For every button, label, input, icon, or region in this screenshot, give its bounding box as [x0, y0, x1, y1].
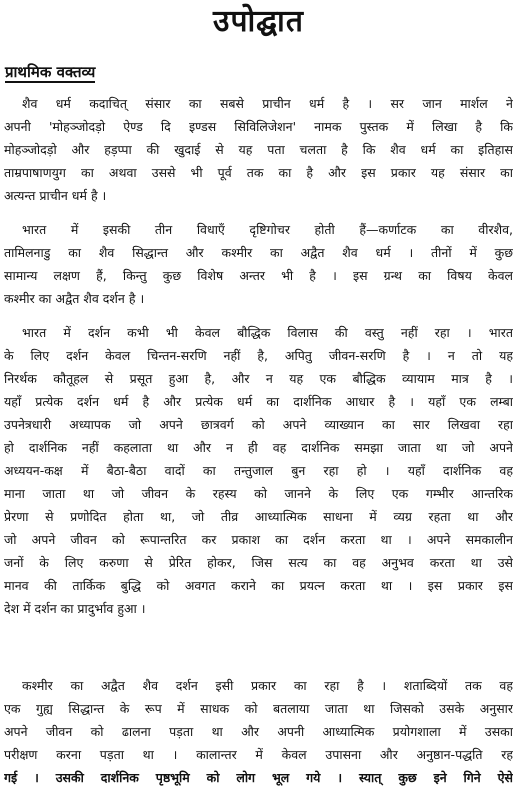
paragraph-2-line-2: तामिलनाडु का शैव सिद्धान्त और कश्मीर का अद्वैत शैव धर्म । तीनों में कुछ [4, 245, 513, 260]
heading-underline [5, 81, 95, 83]
paragraph-3-line-12: मानव की तार्किक बुद्धि को अवगत कराने का प्रयत्न करता था । इस प्रकार इस [4, 578, 513, 593]
paragraph-2-line-1: भारत में इसकी तीन विधाएँ दृष्टिगोचर होती हैं—कर्णाटक का वीरशैव, [22, 222, 513, 237]
paragraph-1-line-3: मोहञ्जोदड़ो और हड़प्पा की खुदाई से यह पता चलता है कि शैव धर्म का इतिहास [4, 142, 513, 157]
paragraph-3-line-3: निरर्थक कौतूहल से प्रसूत हुआ है, और न यह एक बौद्धिक व्यायाम मात्र है । [4, 371, 513, 386]
paragraph-3-line-13: देश में दर्शन का प्रादुर्भाव हुआ । [4, 601, 146, 616]
paragraph-4-line-5: गई । उसकी दार्शनिक पृष्ठभूमि को लोग भूल गये । स्यात् कुछ इने गिने ऐसे [4, 770, 513, 785]
section-heading-text: प्राथमिक वक्तव्य [5, 63, 96, 81]
paragraph-4-line-1: कश्मीर का अद्वैत शैव दर्शन इसी प्रकार का रहा है । शताब्दियों तक वह [22, 678, 513, 693]
paragraph-2-line-3: सामान्य लक्षण हैं, किन्तु कुछ विशेष अन्तर भी है । इस ग्रन्थ का विषय केवल [4, 268, 513, 283]
page-title: उपोद्घात [213, 4, 304, 39]
paragraph-3-line-7: अध्ययन-कक्ष में बैठा-बैठा वादों का तन्तुजाल बुन रहा हो । यहाँ दार्शनिक वह [4, 463, 513, 478]
paragraph-1-line-1: शैव धर्म कदाचित् संसार का सबसे प्राचीन धर्म है । सर जान मार्शल ने [22, 96, 513, 111]
paragraph-3-line-5: उपनेत्रधारी अध्यापक जो अपने छात्रवर्ग को अपने व्याख्यान का सार लिखवा रहा [4, 417, 513, 432]
section-heading [5, 62, 95, 82]
paragraph-3-line-9: प्रेरणा से प्रणोदित होता था, जो तीव्र आध्यात्मिक साधना में व्यग्र रहता था और [4, 509, 513, 524]
paragraph-3-line-11: जनों के लिए करुणा से प्रेरित होकर, जिस सत्य का वह अनुभव करता था उसे [4, 555, 513, 570]
paragraph-3-line-2: के लिए दर्शन केवल चिन्तन-सरणि नहीं है, अपितु जीवन-सरणि है । न तो यह [4, 348, 513, 363]
paragraph-3-line-6: हो दार्शनिक नहीं कहलाता था और न ही वह दार्शनिक समझा जाता था जो अपने [4, 440, 513, 455]
paragraph-3-line-1: भारत में दर्शन कभी भी केवल बौद्धिक विलास की वस्तु नहीं रहा । भारत [22, 325, 513, 340]
paragraph-1-line-5: अत्यन्त प्राचीन धर्म है । [4, 188, 107, 203]
paragraph-1-line-2: अपनी 'मोहञ्जोदड़ो ऐण्ड दि इण्डस सिविलिजेशन' नामक पुस्तक में लिखा है कि [4, 119, 513, 134]
paragraph-1-line-4: ताम्रपाषाणयुग का अथवा उससे भी पूर्व तक का है और इस प्रकार यह संसार का [4, 165, 513, 180]
paragraph-3-line-10: जो अपने जीवन को रूपान्तरित कर प्रकाश का दर्शन करता था । अपने समकालीन [4, 532, 513, 547]
paragraph-4-line-3: अपने जीवन को ढालना पड़ता था और अपनी आध्यात्मिक प्रयोगशाला में उसका [4, 724, 513, 739]
paragraph-3-line-8: माना जाता था जो जीवन के रहस्य को जानने के लिए एक गम्भीर आन्तरिक [4, 486, 513, 501]
paragraph-2-line-4: कश्मीर का अद्वैत शैव दर्शन है । [4, 291, 145, 306]
paragraph-4-line-4: परीक्षण करना पड़ता था । कालान्तर में केवल उपासना और अनुष्ठान-पद्धति रह [4, 747, 513, 762]
paragraph-3-line-4: यहाँ प्रत्येक दर्शन धर्म है और प्रत्येक धर्म का दार्शनिक आधार है । यहाँ एक लम्बा [4, 394, 513, 409]
paragraph-4-line-2: एक गुह्य सिद्धान्त के रूप में साधक को बतलाया जाता था जिसको उसके अनुसार [4, 701, 513, 716]
